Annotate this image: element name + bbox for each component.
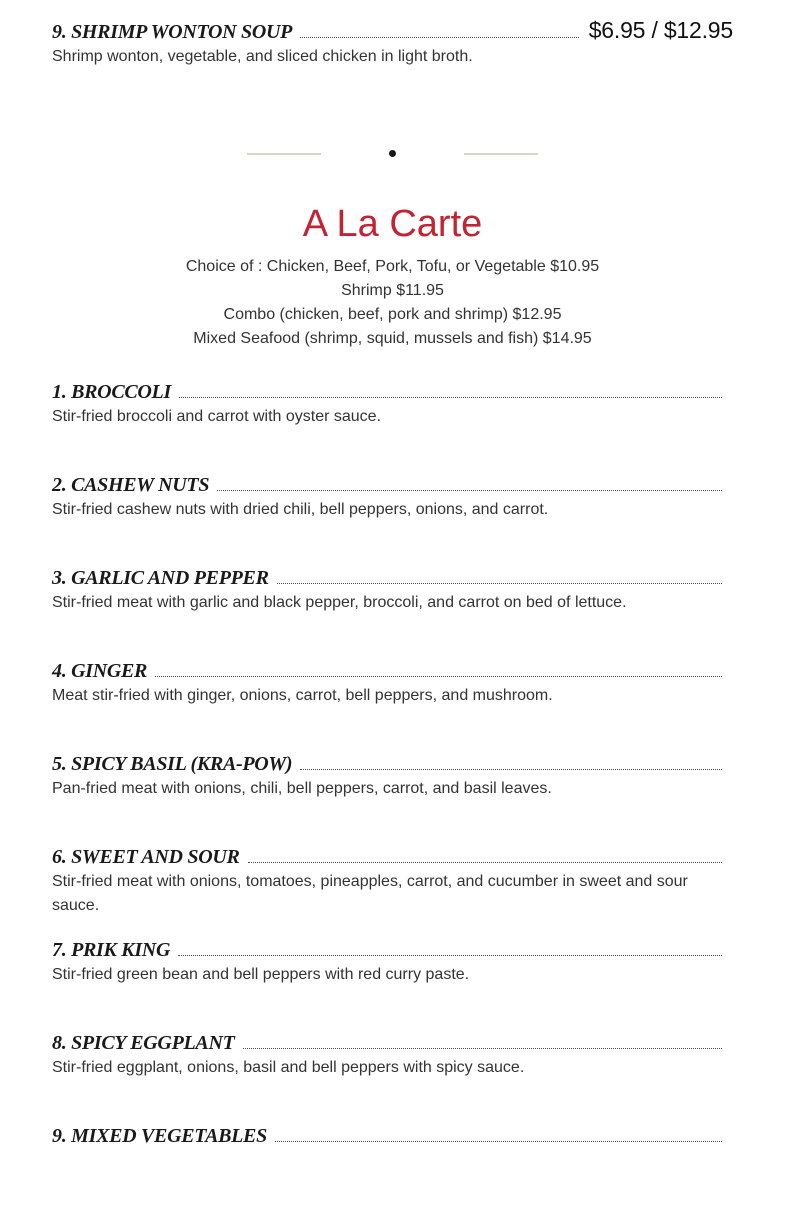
dotted-leader <box>248 862 722 863</box>
item-header <box>52 659 722 684</box>
item-title: 1. BROCCOLI <box>52 381 171 403</box>
item-header <box>52 473 722 498</box>
item-header <box>52 18 733 45</box>
section-title: A La Carte <box>302 203 483 245</box>
item-description: Pan-fried meat with onions, chili, bell peppers, carrot, and basil leaves. <box>52 780 552 797</box>
dotted-leader <box>179 397 722 398</box>
menu-item-shrimp-wonton-soup <box>52 18 733 69</box>
item-title: 4. GINGER <box>52 660 148 682</box>
dotted-leader <box>217 490 722 491</box>
section-divider <box>52 149 733 158</box>
item-title: 7. PRIK KING <box>52 939 171 961</box>
item-header <box>52 845 722 870</box>
menu-item <box>52 1124 722 1217</box>
item-description: Stir-fried cashew nuts with dried chili, bell peppers, onions, and carrot. <box>52 501 549 518</box>
item-description: Stir-fried meat with onions, tomatoes, pineapples, carrot, and cucumber in sweet and sour sauce. <box>52 873 688 914</box>
item-header <box>52 752 722 777</box>
menu-item <box>52 845 722 938</box>
dotted-leader <box>300 769 722 770</box>
item-header <box>52 1031 722 1056</box>
item-description: Stir-fried broccoli and carrot with oyster sauce. <box>52 408 382 425</box>
menu-item <box>52 752 722 845</box>
item-description: Stir-fried green bean and bell peppers with red curry paste. <box>52 966 470 983</box>
dotted-leader <box>275 1141 722 1142</box>
choice-line: Choice of : Chicken, Beef, Pork, Tofu, or Vegetable $10.95 <box>185 258 600 275</box>
menu-item <box>52 659 722 752</box>
menu-item <box>52 566 722 659</box>
item-description: Shrimp wonton, vegetable, and sliced chicken in light broth. <box>52 48 473 65</box>
item-header <box>52 380 722 405</box>
choice-line: Combo (chicken, beef, pork and shrimp) $12.95 <box>223 306 562 323</box>
item-description: Stir-fried meat with garlic and black pepper, broccoli, and carrot on bed of lettuce. <box>52 594 627 611</box>
menu-item <box>52 938 722 1031</box>
choice-line: Mixed Seafood (shrimp, squid, mussels and fish) $14.95 <box>193 330 592 347</box>
item-title: 8. SPICY EGGPLANT <box>52 1032 235 1054</box>
divider-dot-icon <box>389 150 396 157</box>
item-title: 3. GARLIC AND PEPPER <box>52 567 269 589</box>
item-header <box>52 1124 722 1149</box>
divider-line-right <box>464 153 538 155</box>
menu-item <box>52 473 722 566</box>
dotted-leader <box>277 583 722 584</box>
item-header <box>52 566 722 591</box>
divider-line-left <box>247 153 321 155</box>
item-title: 9. SHRIMP WONTON SOUP <box>52 21 293 43</box>
choices-block <box>52 255 733 351</box>
item-price: $6.95 / $12.95 <box>588 17 733 43</box>
menu-items-list <box>52 380 733 1217</box>
item-title: 9. MIXED VEGETABLES <box>52 1125 267 1147</box>
dotted-leader <box>178 955 722 956</box>
item-description: Meat stir-fried with ginger, onions, carrot, bell peppers, and mushroom. <box>52 687 553 704</box>
item-header <box>52 938 722 963</box>
menu-item <box>52 380 722 473</box>
item-title: 2. CASHEW NUTS <box>52 474 210 496</box>
dotted-leader <box>243 1048 723 1049</box>
item-description: Stir-fried eggplant, onions, basil and bell peppers with spicy sauce. <box>52 1059 525 1076</box>
dotted-leader <box>155 676 722 677</box>
dotted-leader <box>300 37 579 38</box>
menu-item <box>52 1031 722 1124</box>
item-title: 6. SWEET AND SOUR <box>52 846 240 868</box>
choice-line: Shrimp $11.95 <box>341 282 444 299</box>
item-title: 5. SPICY BASIL (KRA-POW) <box>52 753 293 775</box>
